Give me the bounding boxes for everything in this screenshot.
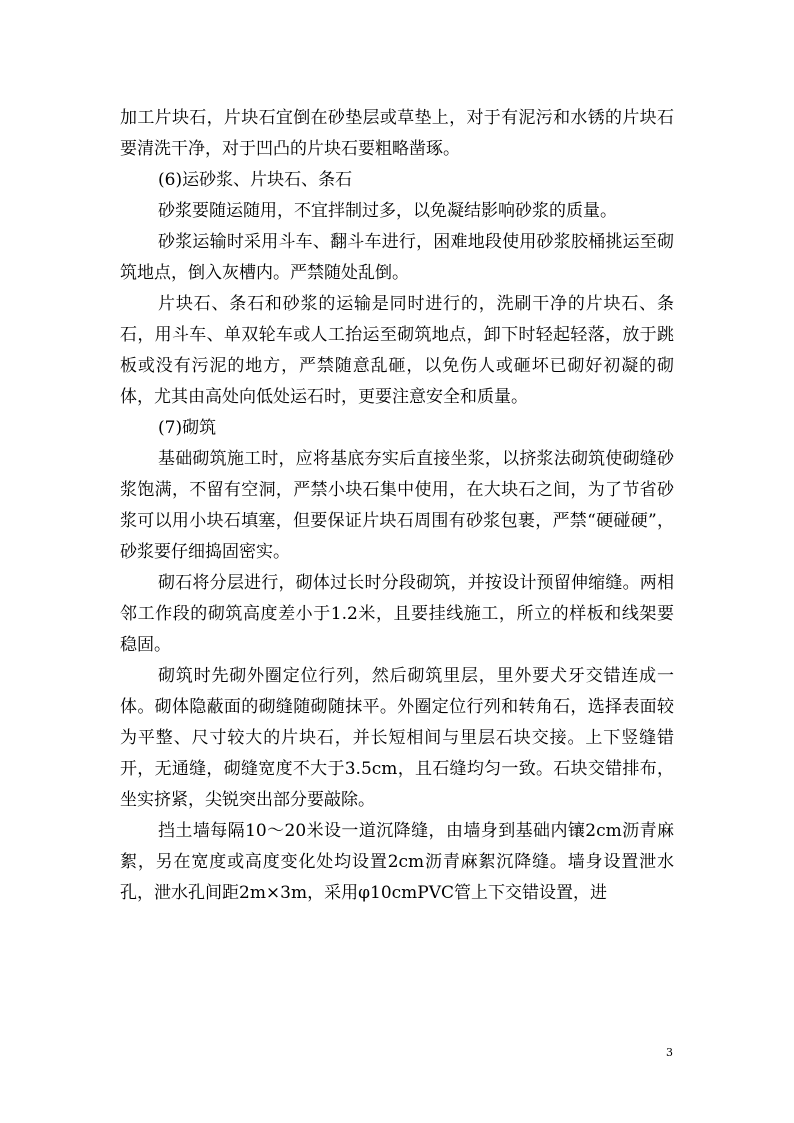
paragraph-5: 基础砌筑施工时，应将基底夯实后直接坐浆，以挤浆法砌筑使砌缝砂浆饱满，不留有空洞，严禁小块石集中使用，在大块石之间，为了节省砂浆可以用小块石填塞，但要保证片块石周围有砂浆包裹，严禁“硬碰硬”，砂浆要仔细捣固密实。 [120,449,674,562]
document-body [120,103,674,909]
section-heading-7: (7)砌筑 [158,418,217,438]
section-heading-6: (6)运砂浆、片块石、条石 [158,170,353,190]
paragraph-2: 砂浆要随运随用，不宜拌制过多，以免凝结影响砂浆的质量。 [158,201,617,221]
page-number: 3 [666,1046,673,1059]
paragraph-6: 砌石将分层进行，砌体过长时分段砌筑，并按设计预留伸缩缝。两相邻工作段的砌筑高度差小于1.2米，且要挂线施工，所立的样板和线架要稳固。 [120,573,674,655]
paragraph-4: 片块石、条石和砂浆的运输是同时进行的，洗刷干净的片块石、条石，用斗车、单双轮车或人工抬运至砌筑地点，卸下时轻起轻落，放于跳板或没有污泥的地方，严禁随意乱砸，以免伤人或砸坏已砌好初凝的砌体，尤其由高处向低处运石时，更要注意安全和质量。 [120,294,674,407]
paragraph-7: 砌筑时先砌外圈定位行列，然后砌筑里层，里外要犬牙交错连成一体。砌体隐蔽面的砌缝随砌随抹平。外圈定位行列和转角石，选择表面较为平整、尺寸较大的片块石，并长短相间与里层石块交接。上下竖缝错开，无通缝，砌缝宽度不大于3.5cm，且石缝均匀一致。石块交错排布，坐实挤紧，尖锐突出部分要敲除。 [120,666,674,810]
paragraph-3: 砂浆运输时采用斗车、翻斗车进行，困难地段使用砂浆胶桶挑运至砌筑地点，倒入灰槽内。严禁随处乱倒。 [120,232,674,283]
paragraph-1: 加工片块石，片块石宜倒在砂垫层或草垫上，对于有泥污和水锈的片块石要清洗干净，对于凹凸的片块石要粗略凿琢。 [120,108,674,159]
paragraph-8: 挡土墙每隔10～20米设一道沉降缝，由墙身到基础内镶2cm沥青麻絮，另在宽度或高度变化处均设置2cm沥青麻絮沉降缝。墙身设置泄水孔，泄水孔间距2m×3m，采用φ10cmPVC管上下交错设置，进 [120,821,674,903]
